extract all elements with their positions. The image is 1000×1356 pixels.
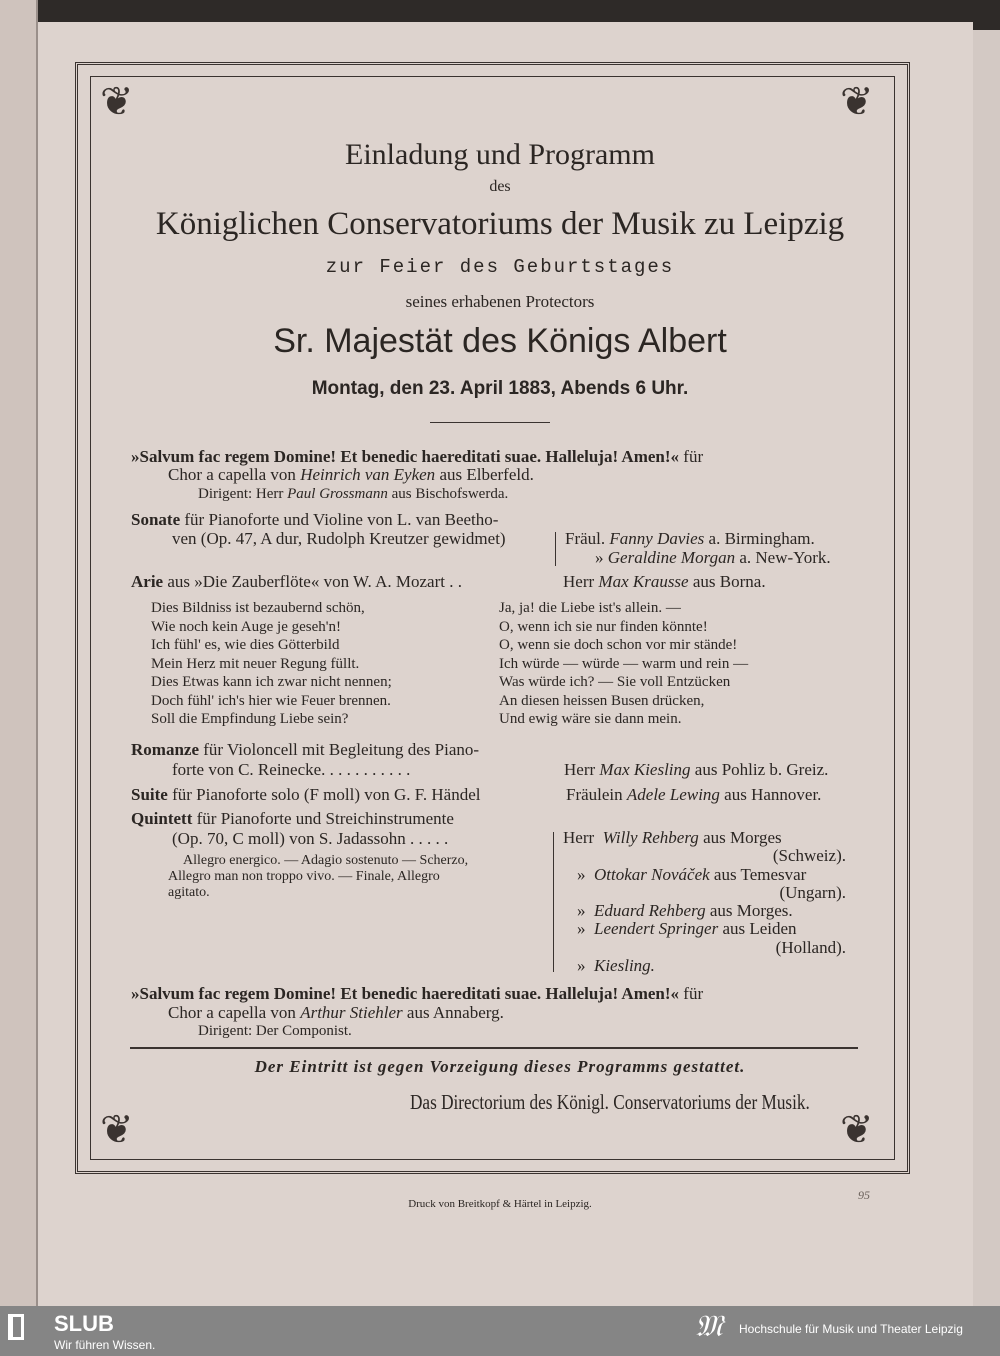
text: für Violoncell mit Begleitung des Piano- (203, 740, 480, 759)
text: aus Temesvar (713, 864, 807, 884)
performer: Ottokar Nováček (594, 864, 710, 884)
printer-line: Druck von Breitkopf & Härtel in Leipzig. (408, 1198, 592, 1210)
footer-bar (0, 1306, 1000, 1356)
composer: Heinrich van Eyken (300, 465, 436, 484)
text: für (683, 447, 704, 466)
piece-title: Quintett (131, 809, 193, 828)
protector: seines erhabenen Protectors (405, 292, 595, 311)
lyrics-right (499, 599, 748, 729)
text: aus Annaberg. (406, 1003, 504, 1022)
text: » (577, 956, 586, 976)
text: ven (Op. 47, A dur, Rudolph Kreutzer gewidmet) (172, 529, 506, 548)
institution: Königlichen Conservatoriums der Musik zu Leipzig (155, 206, 845, 242)
text: für (683, 984, 704, 1003)
text: für Pianoforte solo (F moll) von G. F. Händel (172, 785, 481, 804)
piece-title: Arie (131, 572, 164, 591)
text: forte von C. Reinecke. . . . . . . . . . . (172, 760, 411, 779)
text: Allegro man non troppo vivo. — Finale, Allegro (168, 869, 440, 884)
signature: Das Directorium des Königl. Conservatoriums der Musik. (410, 1090, 810, 1114)
lyric-line: An diesen heissen Busen drücken, (499, 692, 705, 709)
lyric-line: Doch fühl' ich's hier wie Feuer brennen. (151, 692, 391, 709)
performer: Leendert Springer (594, 919, 719, 939)
text: aus Leiden (722, 919, 797, 939)
text: Dirigent: Herr (198, 486, 284, 502)
lyric-line: Wie noch kein Auge je geseh'n! (151, 618, 341, 635)
movements (168, 853, 468, 901)
performer: Eduard Rehberg (594, 901, 706, 921)
title: Einladung und Programm (345, 138, 655, 171)
text: (Ungarn). (779, 882, 846, 902)
admission-notice: Der Eintritt ist gegen Vorzeigung dieses Programms gestattet. (254, 1057, 746, 1076)
text: Fräul. (565, 529, 606, 548)
divider (430, 422, 550, 423)
corner-ornament-icon: ❦ (100, 79, 134, 124)
hmt-name[interactable]: Hochschule für Musik und Theater Leipzig (739, 1322, 963, 1336)
composer: Arthur Stiehler (300, 1003, 403, 1022)
corner-ornament-icon: ❦ (840, 1107, 874, 1152)
text: » (577, 864, 586, 884)
text: aus Bischofswerda. (391, 486, 509, 502)
divider (130, 1047, 858, 1049)
text: aus »Die Zauberflöte« von W. A. Mozart . . (167, 572, 462, 591)
text: Herr (564, 760, 596, 779)
text: aus Pohliz b. Greiz. (694, 760, 829, 779)
occasion: zur Feier des Geburtstages (325, 256, 675, 278)
lyric-line: Ich fühl' es, wie dies Götterbild (151, 637, 340, 653)
text: agitato. (168, 885, 210, 900)
lyric-line: Mein Herz mit neuer Regung füllt. (151, 655, 360, 672)
hmt-logo-icon: 𝔐 (695, 1310, 723, 1343)
conductor: Paul Grossmann (287, 486, 388, 502)
lyric-line: Soll die Empfindung Liebe sein? (151, 711, 349, 727)
text: aus Borna. (692, 572, 766, 591)
text: Herr (563, 572, 595, 591)
slub-logo[interactable]: SLUB (54, 1311, 114, 1336)
text: a. New-York. (739, 548, 831, 567)
lyric-line: Ich würde — würde — warm und rein — (499, 655, 749, 672)
slub-logo-icon (8, 1314, 24, 1340)
piece-title: »Salvum fac regem Domine! Et benedic haereditati suae. Halleluja! Amen!« (131, 447, 680, 466)
lyric-line: Ja, ja! die Liebe ist's allein. — (499, 600, 681, 616)
text: Fräulein (566, 785, 623, 804)
lyric-line: Dies Bildniss ist bezaubernd schön, (151, 600, 365, 616)
performer: Max Krausse (598, 572, 689, 591)
text: Herr (563, 828, 595, 847)
date: Montag, den 23. April 1883, Abends 6 Uhr. (311, 378, 689, 399)
lyric-line: Und ewig wäre sie dann mein. (499, 711, 682, 727)
text: aus Morges. (709, 901, 793, 921)
conductor: Dirigent: Der Componist. (198, 1023, 352, 1039)
slub-tagline: Wir führen Wissen. (54, 1338, 156, 1352)
text: » (577, 919, 586, 939)
lyric-line: Was würde ich? — Sie voll Entzücken (499, 674, 731, 690)
performer: Max Kiesling (599, 760, 691, 779)
page-number: 95 (858, 1188, 870, 1202)
performer: Kiesling. (594, 956, 655, 976)
king-name: Sr. Majestät des Königs Albert (273, 322, 727, 360)
piece-title: Suite (131, 785, 168, 804)
piece-title: »Salvum fac regem Domine! Et benedic haereditati suae. Halleluja! Amen!« (131, 984, 680, 1003)
corner-ornament-icon: ❦ (840, 79, 874, 124)
text: (Op. 70, C moll) von S. Jadassohn . . . . . (172, 829, 449, 848)
lyric-line: Dies Etwas kann ich zwar nicht nennen; (151, 674, 392, 690)
performer: Adele Lewing (626, 785, 720, 804)
lyrics-left (151, 599, 392, 729)
lyric-line: O, wenn ich sie nur finden könnte! (499, 618, 708, 635)
lyric-line: O, wenn sie doch schon vor mir stände! (499, 637, 738, 653)
performers-list (563, 829, 846, 975)
text: » (577, 901, 586, 921)
text: Chor a capella von (168, 1003, 296, 1022)
text: aus Morges (703, 828, 782, 847)
text: für Pianoforte und Violine von L. van Beetho- (184, 510, 499, 529)
text: aus Elberfeld. (439, 465, 534, 484)
performer: Fanny Davies (609, 529, 705, 548)
title-des: des (489, 178, 511, 195)
text: aus Hannover. (724, 785, 822, 804)
text: (Holland). (775, 937, 846, 957)
text: für Pianoforte und Streichinstrumente (196, 809, 454, 828)
brace (555, 532, 556, 566)
piece-title: Sonate (131, 510, 181, 529)
text: (Schweiz). (772, 846, 846, 866)
text: a. Birmingham. (708, 529, 815, 548)
text: Allegro energico. — Adagio sostenuto — Scherzo, (183, 853, 469, 868)
text: Chor a capella von (168, 465, 296, 484)
piece-title: Romanze (131, 740, 199, 759)
text: » (595, 548, 604, 567)
brace (553, 832, 554, 972)
performer: Willy Rehberg (602, 828, 699, 847)
corner-ornament-icon: ❦ (100, 1107, 134, 1152)
performer: Geraldine Morgan (607, 548, 736, 567)
